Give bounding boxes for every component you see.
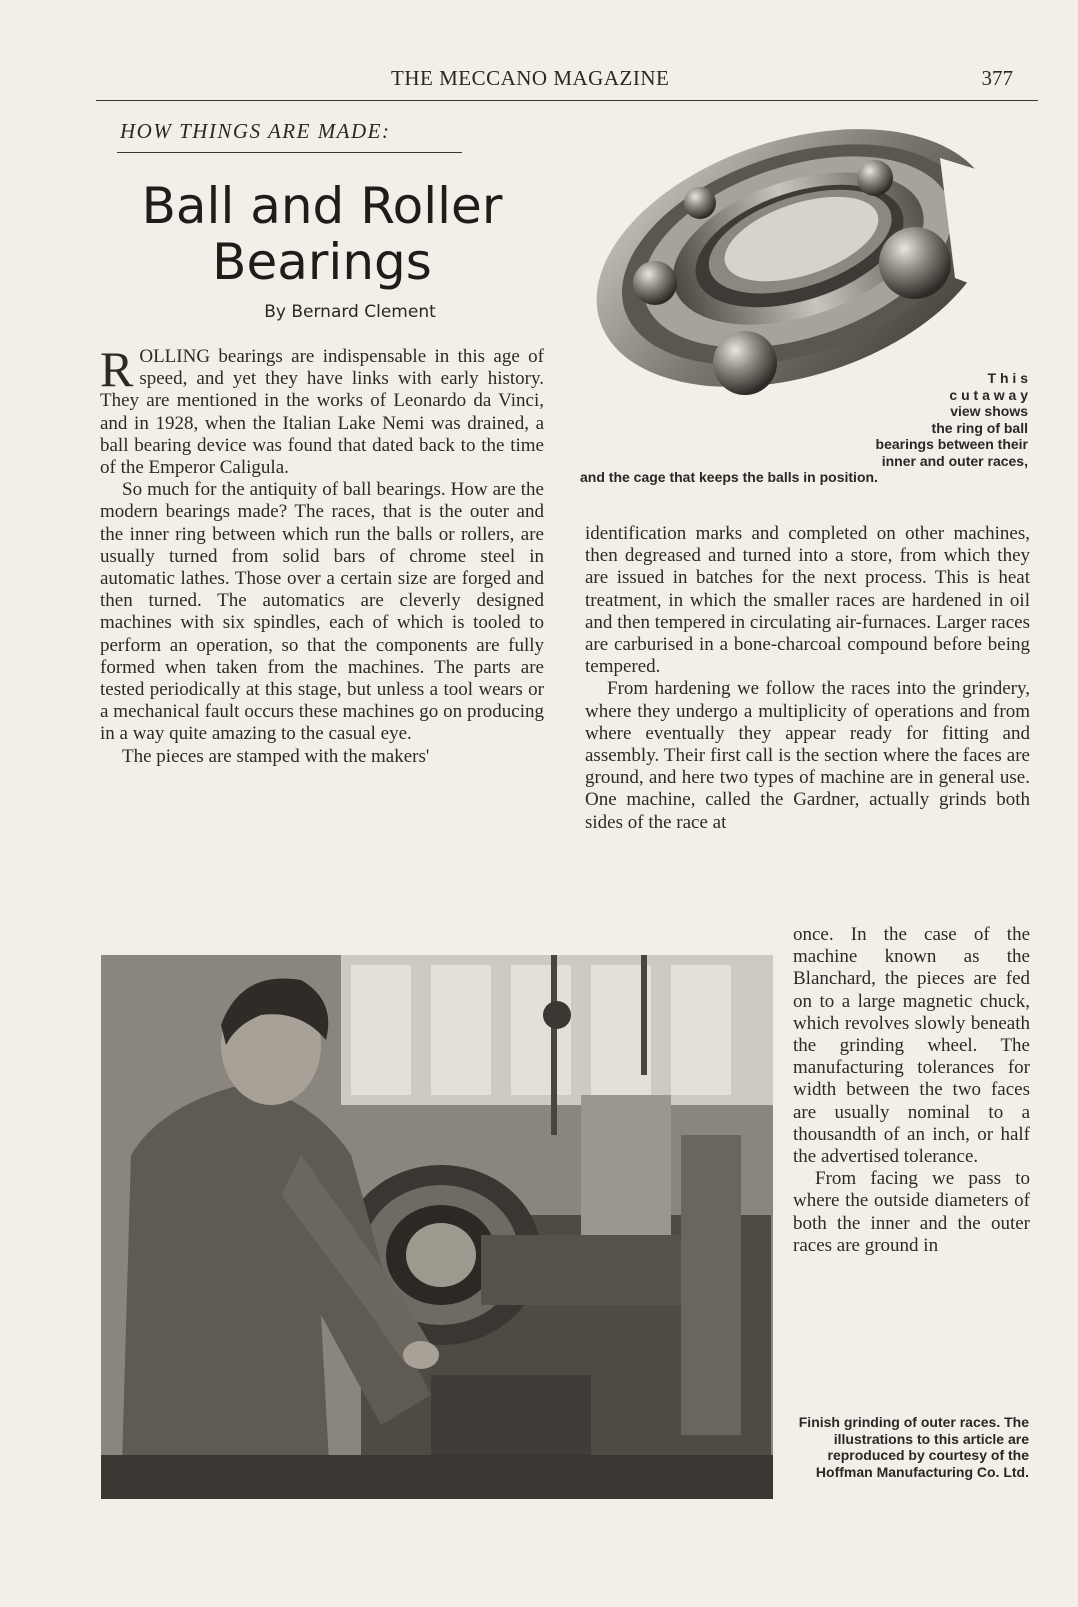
bearing-caption-line: inner and outer races, — [881, 452, 1028, 469]
bearing-caption-line: and the cage that keeps the balls in position. — [580, 469, 878, 485]
bearing-caption-line: view shows — [950, 403, 1028, 419]
running-header — [96, 66, 1038, 102]
bearing-caption — [580, 370, 1028, 486]
section-kicker: HOW THINGS ARE MADE: — [120, 119, 391, 143]
page-number: 377 — [981, 66, 1013, 90]
right-narrow-column-text — [793, 924, 1030, 1257]
article-title — [100, 178, 544, 290]
title-line-2: Bearings — [212, 233, 432, 291]
paragraph-1 — [100, 341, 544, 479]
bearing-caption-line: T h i s — [987, 370, 1028, 386]
paragraph-3-start: The pieces are stamped with the makers' — [122, 745, 430, 767]
left-column-text — [100, 341, 544, 768]
paragraph-5: From facing we pass to where the outside diameters of both the inner and the outer races are ground in — [793, 1168, 1030, 1256]
magazine-title: THE MECCANO MAGAZINE — [391, 66, 670, 90]
photo-caption: Finish grinding of outer races. The illustrations to this article are reproduced by courtesy of the Hoffman Manufacturing Co. Ltd. — [798, 1414, 1029, 1480]
drop-cap: R — [100, 341, 134, 397]
paragraph-1-text: OLLING bearings are indispensable in this age of speed, and yet they have links with early history. They are mentioned in the works of Leonardo da Vinci, and in 1928, when the Italian Lake Nemi was drained, a ball bearing device was found that dated back to the time of the Emperor Caligula. — [100, 346, 544, 479]
header-rule — [96, 100, 1038, 101]
bearing-caption-line: the ring of ball — [931, 419, 1028, 436]
kicker-rule — [117, 152, 462, 153]
bearing-caption-line: c u t a w a y — [949, 386, 1028, 403]
bearing-caption-line: bearings between their — [875, 436, 1028, 452]
right-column-text — [585, 523, 1030, 834]
byline: By Bernard Clement — [264, 302, 436, 322]
paragraph-4-continued: once. In the case of the machine known as the Blanchard, the pieces are fed on to a large magnetic chuck, which revolves slowly beneath the grinding wheel. The manufacturing tolerances for width between the two faces are usually nominal to a thousandth of an inch, or half the advertised tolerance. — [793, 924, 1030, 1168]
title-line-1: Ball and Roller — [141, 177, 503, 235]
paragraph-3-continued: identification marks and completed on other machines, then degreased and turned into a store, from which they are issued in batches for the next process. This is heat treatment, in which the smaller races are hardened in oil and then tempered in circulating air-furnaces. Larger races are carburised in a bone-charcoal compound before being tempered. — [585, 523, 1030, 678]
paragraph-2: So much for the antiquity of ball bearings. How are the modern bearings made? The races, that is the outer and the inner ring between which run the balls or rollers, are usually turned from solid bars of chrome steel in automatic lathes. Those over a certain size are forged and then turned. The automatics are cleverly designed machines with six spindles, each of which is tooled to perform an operation, so that the components are fully formed when taken from the machines. The parts are tested periodically at this stage, but unless a tool wears or a mechanical fault occurs these machines go on producing in a way quite amazing to the casual eye. — [100, 479, 544, 745]
factory-grinding-photo — [101, 955, 773, 1499]
paragraph-4: From hardening we follow the races into the grindery, where they undergo a multiplicity of operations and from where eventually they appear ready for fitting and assembly. Their first call is the section where the faces are ground, and here two types of machine are in general use. One machine, called the Gardner, actually grinds both sides of the race at — [585, 678, 1030, 833]
